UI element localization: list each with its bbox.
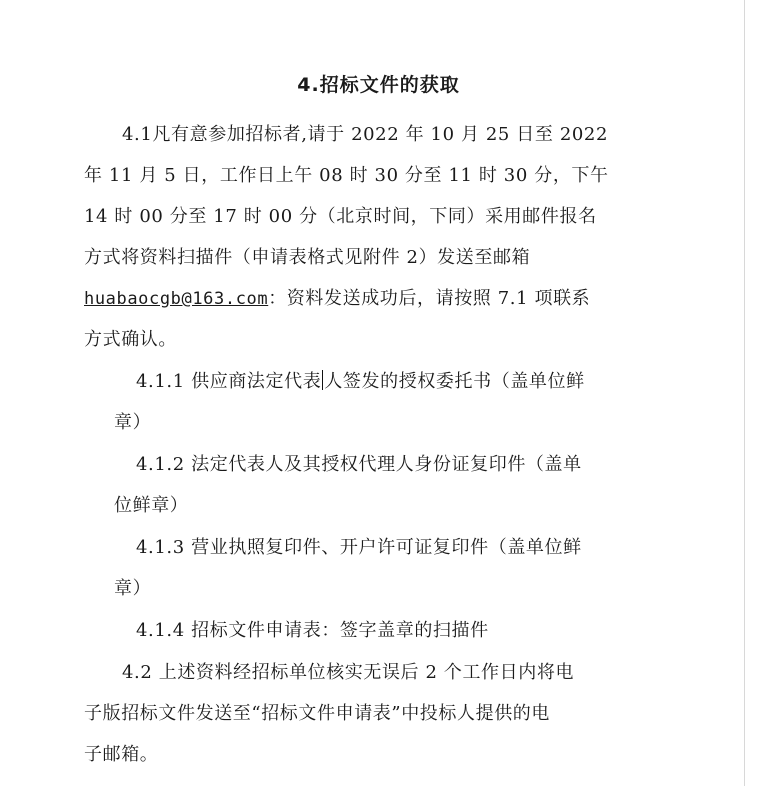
item-4-1-2-line-1: 4.1.2 法定代表人及其授权代理人身份证复印件（盖单 [136, 454, 582, 475]
section-heading: 4.招标文件的获取 [297, 74, 460, 96]
para-4-1-line-1: 4.1凡有意参加招标者,请于 2022 年 10 月 25 日至 2022 [122, 124, 609, 145]
item-4-1-4-line-1: 4.1.4 招标文件申请表：签字盖章的扫描件 [136, 620, 489, 641]
email-link[interactable]: huabaocgb@163.com [84, 289, 269, 309]
para-4-1-line-2: 年 11 月 5 日，工作日上午 08 时 30 分至 11 时 30 分，下午 [84, 165, 609, 186]
page-edge-divider [744, 0, 745, 786]
para-4-1-line-4: 方式将资料扫描件（申请表格式见附件 2）发送至邮箱 [84, 247, 531, 268]
para-4-2-line-2: 子版招标文件发送至“招标文件申请表”中投标人提供的电 [84, 703, 551, 724]
para-4-1-line-5 [84, 286, 590, 312]
para-4-1-line-6: 方式确认。 [84, 329, 177, 350]
para-4-2-line-3: 子邮箱。 [84, 744, 159, 765]
para-4-1-line-5-text: ：资料发送成功后，请按照 7.1 项联系 [268, 288, 591, 309]
item-4-1-2-line-2: 位鲜章） [114, 495, 189, 516]
para-4-1-line-3: 14 时 00 分至 17 时 00 分（北京时间，下同）采用邮件报名 [84, 206, 597, 227]
item-4-1-1-line-1 [136, 369, 585, 395]
para-4-2-line-1: 4.2 上述资料经招标单位核实无误后 2 个工作日内将电 [122, 662, 575, 683]
item-4-1-1-line-2: 章） [114, 412, 152, 433]
item-4-1-1-text-a: 4.1.1 供应商法定代表 [136, 371, 322, 392]
item-4-1-3-line-1: 4.1.3 营业执照复印件、开户许可证复印件（盖单位鲜 [136, 537, 582, 558]
item-4-1-1-text-b: 人签发的授权委托书（盖单位鲜 [324, 371, 585, 392]
item-4-1-3-line-2: 章） [114, 578, 152, 599]
